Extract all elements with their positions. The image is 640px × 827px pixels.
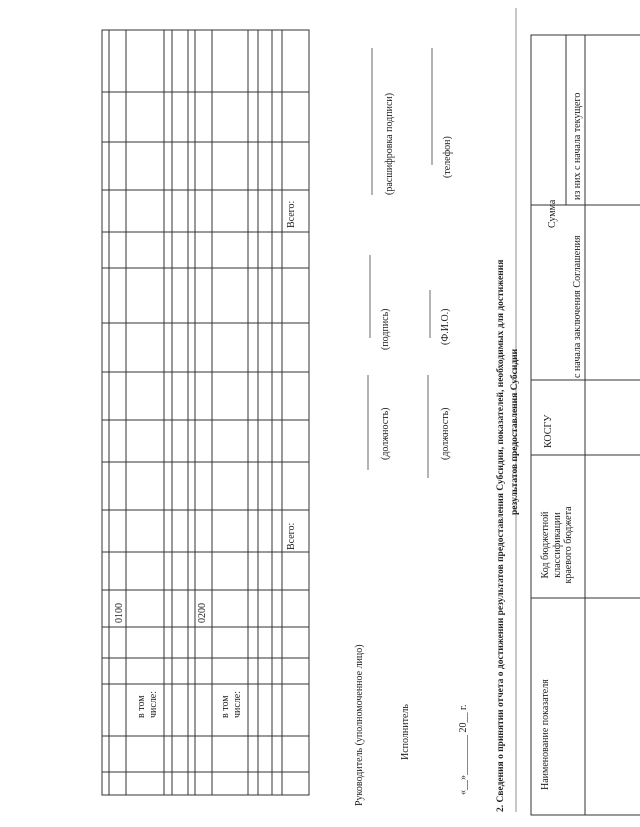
position-caption-1: (должность) [380,407,391,460]
code-0100: 0100 [114,603,125,623]
signature-caption: (подпись) [380,308,391,350]
in-that-number-label-1 [136,691,159,718]
col-indicator-header: Наименование показателя [540,679,551,790]
signature-lines [368,48,432,478]
col-budget-code-header [540,495,575,595]
head-label: Руководитель (уполномоченное лицо) [354,644,365,806]
col-budget-code-line1: Код бюджетной классификации [540,511,563,579]
col-budget-code-line2: краевого бюджета [563,506,574,584]
in-that-2-line2: числе: [231,690,243,718]
phone-caption: (телефон) [442,136,453,178]
section2-title-line1: 2. Сведения о принятии отчета о достижении результатов предоставления Субсидии, показателей, необходимых для достижения [496,259,506,812]
in-that-1-line2: числе: [147,690,159,718]
in-that-2-line1: в том [220,695,231,718]
executor-label: Исполнитель [400,704,411,760]
col-since-agreement-header: с начала заключения Соглашения [572,235,583,378]
in-that-1-line1: в том [136,695,147,718]
in-that-number-label-2 [220,691,243,718]
signature-decoding-caption: (расшифровка подписи) [384,92,395,195]
total-label-1: Всего: [286,522,297,550]
total-label-2: Всего: [286,200,297,228]
upper-table-grid [102,30,309,795]
col-kosgu-header: КОСГУ [543,414,554,448]
date-line: «__»________ 20__ г. [458,704,469,795]
fio-caption: (Ф.И.О.) [440,308,451,345]
col-since-year-header: из них с начала текущего [572,92,583,200]
section2-title-line2: результатов предоставления Субсидии [510,348,520,515]
position-caption-2: (должность) [440,407,451,460]
code-0200: 0200 [197,603,208,623]
col-sum-header: Сумма [547,199,558,228]
